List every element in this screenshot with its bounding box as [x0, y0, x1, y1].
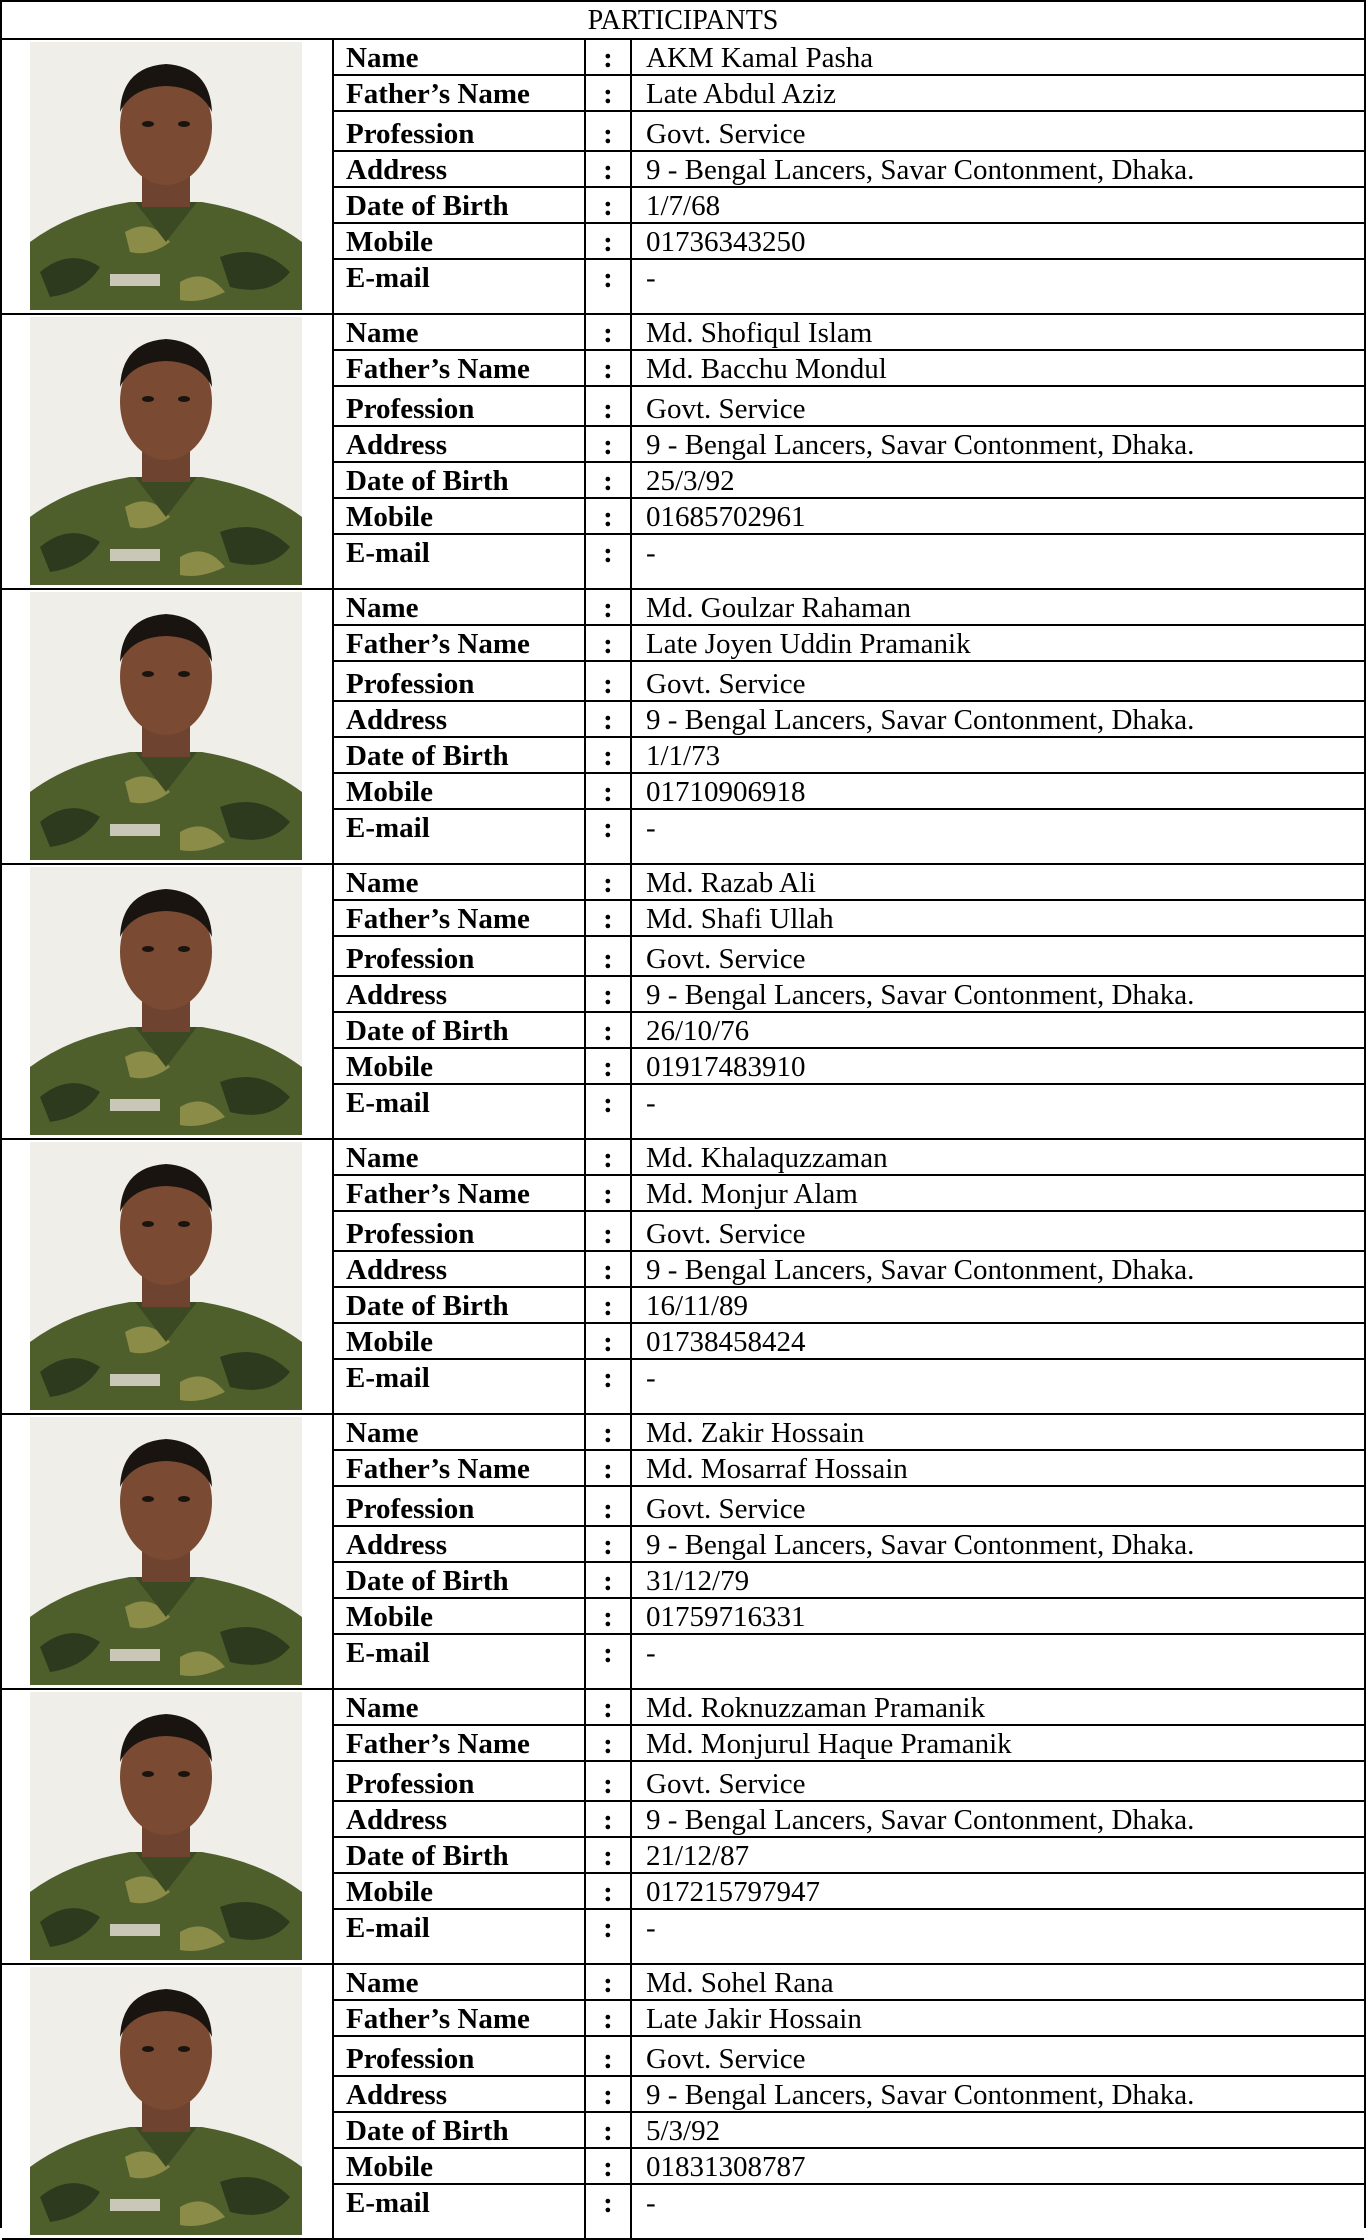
field-value-mobile: 01738458424	[646, 1326, 806, 1358]
field-label-address: Address	[346, 429, 447, 461]
field-row-email	[334, 1910, 1364, 1946]
field-row-name	[334, 315, 1364, 351]
field-colon: :	[603, 2079, 613, 2111]
field-colon: :	[603, 465, 613, 497]
person-photo-icon	[30, 1692, 302, 1960]
field-value-email: -	[646, 1637, 656, 1669]
field-row-name	[334, 865, 1364, 901]
field-row-name	[334, 1415, 1364, 1451]
field-row-email	[334, 810, 1364, 846]
field-value-dob: 1/7/68	[646, 190, 721, 222]
field-label-address: Address	[346, 154, 447, 186]
field-row-father	[334, 901, 1364, 937]
field-row-profession	[334, 391, 1364, 427]
field-row-address	[334, 702, 1364, 738]
field-label-profession: Profession	[346, 2043, 475, 2075]
field-colon: :	[603, 1218, 613, 1250]
row-rule	[334, 110, 1364, 112]
field-value-mobile: 01710906918	[646, 776, 806, 808]
participant-record	[2, 1140, 1364, 1415]
field-value-mobile: 01759716331	[646, 1601, 806, 1633]
field-row-email	[334, 535, 1364, 571]
field-row-dob	[334, 2113, 1364, 2149]
field-colon: :	[603, 154, 613, 186]
field-colon: :	[603, 1768, 613, 1800]
field-label-address: Address	[346, 2079, 447, 2111]
field-row-mobile	[334, 1324, 1364, 1360]
field-row-address	[334, 1252, 1364, 1288]
field-colon: :	[603, 1692, 613, 1724]
field-label-mobile: Mobile	[346, 1876, 433, 1908]
field-row-email	[334, 260, 1364, 296]
field-label-email: E-mail	[346, 262, 430, 294]
person-photo-icon	[30, 867, 302, 1135]
field-colon: :	[603, 1601, 613, 1633]
field-value-address: 9 - Bengal Lancers, Savar Contonment, Dhaka.	[646, 429, 1195, 461]
field-colon: :	[603, 1493, 613, 1525]
field-label-email: E-mail	[346, 1912, 430, 1944]
field-colon: :	[603, 2003, 613, 2035]
field-colon: :	[603, 429, 613, 461]
field-label-name: Name	[346, 42, 419, 74]
field-colon: :	[603, 1840, 613, 1872]
field-value-name: Md. Khalaquzzaman	[646, 1142, 888, 1174]
field-value-address: 9 - Bengal Lancers, Savar Contonment, Dhaka.	[646, 2079, 1195, 2111]
field-row-mobile	[334, 1874, 1364, 1910]
field-colon: :	[603, 867, 613, 899]
field-value-dob: 21/12/87	[646, 1840, 750, 1872]
field-colon: :	[603, 668, 613, 700]
field-row-dob	[334, 1563, 1364, 1599]
row-rule	[334, 2035, 1364, 2037]
field-row-name	[334, 40, 1364, 76]
field-row-dob	[334, 1838, 1364, 1874]
field-label-profession: Profession	[346, 118, 475, 150]
field-colon: :	[603, 740, 613, 772]
field-value-address: 9 - Bengal Lancers, Savar Contonment, Dhaka.	[646, 154, 1195, 186]
field-label-profession: Profession	[346, 668, 475, 700]
participant-record	[2, 1965, 1364, 2240]
row-rule	[334, 1485, 1364, 1487]
field-value-name: Md. Goulzar Rahaman	[646, 592, 911, 624]
field-row-dob	[334, 188, 1364, 224]
field-label-dob: Date of Birth	[346, 1290, 509, 1322]
person-photo-icon	[30, 1142, 302, 1410]
field-colon: :	[603, 776, 613, 808]
field-colon: :	[603, 1912, 613, 1944]
field-colon: :	[603, 393, 613, 425]
field-label-address: Address	[346, 704, 447, 736]
person-photo-icon	[30, 1967, 302, 2235]
field-value-name: AKM Kamal Pasha	[646, 42, 874, 74]
field-label-dob: Date of Birth	[346, 2115, 509, 2147]
field-row-father	[334, 1726, 1364, 1762]
field-value-dob: 16/11/89	[646, 1290, 749, 1322]
field-colon: :	[603, 1326, 613, 1358]
field-label-address: Address	[346, 1804, 447, 1836]
field-label-father: Father’s Name	[346, 1728, 530, 1760]
field-label-email: E-mail	[346, 1637, 430, 1669]
field-label-name: Name	[346, 1692, 419, 1724]
field-value-name: Md. Sohel Rana	[646, 1967, 834, 1999]
field-colon: :	[603, 190, 613, 222]
field-row-email	[334, 2185, 1364, 2221]
field-value-dob: 25/3/92	[646, 465, 735, 497]
field-value-email: -	[646, 2187, 656, 2219]
field-value-address: 9 - Bengal Lancers, Savar Contonment, Dhaka.	[646, 1804, 1195, 1836]
row-rule	[334, 935, 1364, 937]
participant-record	[2, 590, 1364, 865]
field-label-dob: Date of Birth	[346, 190, 509, 222]
field-row-father	[334, 626, 1364, 662]
field-row-profession	[334, 1216, 1364, 1252]
field-value-father: Late Abdul Aziz	[646, 78, 837, 110]
field-colon: :	[603, 1254, 613, 1286]
field-colon: :	[603, 1967, 613, 1999]
field-value-name: Md. Zakir Hossain	[646, 1417, 865, 1449]
field-value-address: 9 - Bengal Lancers, Savar Contonment, Dhaka.	[646, 979, 1195, 1011]
field-value-mobile: 01736343250	[646, 226, 806, 258]
field-colon: :	[603, 2187, 613, 2219]
field-label-email: E-mail	[346, 1087, 430, 1119]
field-value-father: Md. Bacchu Mondul	[646, 353, 887, 385]
field-value-profession: Govt. Service	[646, 1768, 806, 1800]
field-label-profession: Profession	[346, 1493, 475, 1525]
field-colon: :	[603, 226, 613, 258]
field-colon: :	[603, 2115, 613, 2147]
field-row-email	[334, 1635, 1364, 1671]
field-label-dob: Date of Birth	[346, 740, 509, 772]
field-colon: :	[603, 592, 613, 624]
field-value-name: Md. Razab Ali	[646, 867, 816, 899]
field-label-name: Name	[346, 1142, 419, 1174]
field-label-mobile: Mobile	[346, 226, 433, 258]
field-colon: :	[603, 501, 613, 533]
field-label-father: Father’s Name	[346, 1453, 530, 1485]
field-colon: :	[603, 1015, 613, 1047]
field-row-mobile	[334, 1599, 1364, 1635]
field-label-address: Address	[346, 979, 447, 1011]
field-value-mobile: 01685702961	[646, 501, 806, 533]
field-label-name: Name	[346, 867, 419, 899]
field-row-father	[334, 1451, 1364, 1487]
field-value-profession: Govt. Service	[646, 1493, 806, 1525]
field-label-mobile: Mobile	[346, 1601, 433, 1633]
field-colon: :	[603, 78, 613, 110]
participant-record	[2, 40, 1364, 315]
field-value-mobile: 01831308787	[646, 2151, 806, 2183]
field-row-father	[334, 2001, 1364, 2037]
field-label-dob: Date of Birth	[346, 1565, 509, 1597]
field-label-name: Name	[346, 1417, 419, 1449]
field-value-mobile: 01917483910	[646, 1051, 806, 1083]
field-colon: :	[603, 2151, 613, 2183]
field-colon: :	[603, 1178, 613, 1210]
field-value-father: Md. Monjur Alam	[646, 1178, 858, 1210]
participant-record	[2, 865, 1364, 1140]
field-value-mobile: 017215797947	[646, 1876, 820, 1908]
field-colon: :	[603, 353, 613, 385]
field-row-dob	[334, 1013, 1364, 1049]
field-value-father: Late Joyen Uddin Pramanik	[646, 628, 971, 660]
field-colon: :	[603, 1529, 613, 1561]
row-rule	[334, 1210, 1364, 1212]
field-colon: :	[603, 628, 613, 660]
field-row-address	[334, 977, 1364, 1013]
field-value-address: 9 - Bengal Lancers, Savar Contonment, Dhaka.	[646, 704, 1195, 736]
field-row-name	[334, 1965, 1364, 2001]
participant-record	[2, 315, 1364, 590]
field-colon: :	[603, 262, 613, 294]
field-row-name	[334, 1140, 1364, 1176]
field-row-name	[334, 1690, 1364, 1726]
field-label-father: Father’s Name	[346, 903, 530, 935]
field-value-email: -	[646, 1912, 656, 1944]
field-value-father: Md. Monjurul Haque Pramanik	[646, 1728, 1012, 1760]
field-value-email: -	[646, 1362, 656, 1394]
row-rule	[334, 660, 1364, 662]
field-value-profession: Govt. Service	[646, 668, 806, 700]
person-photo-icon	[30, 592, 302, 860]
field-value-profession: Govt. Service	[646, 118, 806, 150]
field-row-dob	[334, 738, 1364, 774]
field-colon: :	[603, 1087, 613, 1119]
field-row-mobile	[334, 774, 1364, 810]
field-value-profession: Govt. Service	[646, 943, 806, 975]
field-colon: :	[603, 812, 613, 844]
field-row-profession	[334, 2041, 1364, 2077]
field-colon: :	[603, 1453, 613, 1485]
field-colon: :	[603, 1565, 613, 1597]
field-row-profession	[334, 1766, 1364, 1802]
field-colon: :	[603, 1051, 613, 1083]
field-label-email: E-mail	[346, 2187, 430, 2219]
field-colon: :	[603, 118, 613, 150]
field-colon: :	[603, 979, 613, 1011]
participant-record	[2, 1690, 1364, 1965]
field-label-name: Name	[346, 317, 419, 349]
field-label-father: Father’s Name	[346, 628, 530, 660]
person-photo-icon	[30, 1417, 302, 1685]
participant-record	[2, 1415, 1364, 1690]
field-label-name: Name	[346, 592, 419, 624]
field-value-address: 9 - Bengal Lancers, Savar Contonment, Dhaka.	[646, 1529, 1195, 1561]
field-value-email: -	[646, 537, 656, 569]
page-title: PARTICIPANTS	[2, 0, 1364, 40]
field-label-mobile: Mobile	[346, 501, 433, 533]
field-row-mobile	[334, 2149, 1364, 2185]
field-label-address: Address	[346, 1254, 447, 1286]
field-label-dob: Date of Birth	[346, 465, 509, 497]
field-label-profession: Profession	[346, 1218, 475, 1250]
field-label-mobile: Mobile	[346, 2151, 433, 2183]
field-value-name: Md. Shofiqul Islam	[646, 317, 873, 349]
person-photo-icon	[30, 42, 302, 310]
field-label-mobile: Mobile	[346, 1051, 433, 1083]
field-row-address	[334, 427, 1364, 463]
field-value-father: Md. Mosarraf Hossain	[646, 1453, 908, 1485]
field-value-dob: 31/12/79	[646, 1565, 750, 1597]
field-value-father: Late Jakir Hossain	[646, 2003, 862, 2035]
field-label-dob: Date of Birth	[346, 1015, 509, 1047]
field-row-profession	[334, 116, 1364, 152]
field-colon: :	[603, 1142, 613, 1174]
field-row-mobile	[334, 224, 1364, 260]
field-row-profession	[334, 1491, 1364, 1527]
field-colon: :	[603, 42, 613, 74]
field-row-profession	[334, 666, 1364, 702]
field-value-dob: 1/1/73	[646, 740, 721, 772]
field-row-address	[334, 152, 1364, 188]
field-label-mobile: Mobile	[346, 1326, 433, 1358]
field-label-email: E-mail	[346, 537, 430, 569]
field-colon: :	[603, 943, 613, 975]
field-label-email: E-mail	[346, 1362, 430, 1394]
field-row-name	[334, 590, 1364, 626]
field-value-email: -	[646, 812, 656, 844]
field-label-father: Father’s Name	[346, 2003, 530, 2035]
field-value-email: -	[646, 262, 656, 294]
field-colon: :	[603, 1417, 613, 1449]
field-row-email	[334, 1085, 1364, 1121]
row-rule	[334, 1760, 1364, 1762]
field-row-email	[334, 1360, 1364, 1396]
field-label-email: E-mail	[346, 812, 430, 844]
field-value-profession: Govt. Service	[646, 2043, 806, 2075]
field-colon: :	[603, 2043, 613, 2075]
field-label-mobile: Mobile	[346, 776, 433, 808]
field-label-father: Father’s Name	[346, 1178, 530, 1210]
field-row-father	[334, 1176, 1364, 1212]
field-label-profession: Profession	[346, 1768, 475, 1800]
row-rule	[334, 385, 1364, 387]
field-row-dob	[334, 1288, 1364, 1324]
field-row-mobile	[334, 499, 1364, 535]
person-photo-icon	[30, 317, 302, 585]
field-label-father: Father’s Name	[346, 78, 530, 110]
field-row-dob	[334, 463, 1364, 499]
field-row-address	[334, 2077, 1364, 2113]
field-colon: :	[603, 1637, 613, 1669]
field-row-mobile	[334, 1049, 1364, 1085]
field-row-address	[334, 1527, 1364, 1563]
field-row-father	[334, 351, 1364, 387]
field-value-dob: 5/3/92	[646, 2115, 721, 2147]
field-colon: :	[603, 317, 613, 349]
field-value-email: -	[646, 1087, 656, 1119]
field-label-profession: Profession	[346, 393, 475, 425]
field-row-address	[334, 1802, 1364, 1838]
field-colon: :	[603, 537, 613, 569]
field-colon: :	[603, 704, 613, 736]
field-label-name: Name	[346, 1967, 419, 1999]
field-label-dob: Date of Birth	[346, 1840, 509, 1872]
field-label-father: Father’s Name	[346, 353, 530, 385]
field-label-profession: Profession	[346, 943, 475, 975]
field-colon: :	[603, 903, 613, 935]
field-value-dob: 26/10/76	[646, 1015, 750, 1047]
field-colon: :	[603, 1804, 613, 1836]
field-value-profession: Govt. Service	[646, 393, 806, 425]
field-colon: :	[603, 1728, 613, 1760]
field-colon: :	[603, 1362, 613, 1394]
field-colon: :	[603, 1290, 613, 1322]
field-value-name: Md. Roknuzzaman Pramanik	[646, 1692, 986, 1724]
field-value-address: 9 - Bengal Lancers, Savar Contonment, Dhaka.	[646, 1254, 1195, 1286]
field-value-profession: Govt. Service	[646, 1218, 806, 1250]
field-row-father	[334, 76, 1364, 112]
field-colon: :	[603, 1876, 613, 1908]
field-row-profession	[334, 941, 1364, 977]
field-value-father: Md. Shafi Ullah	[646, 903, 834, 935]
field-label-address: Address	[346, 1529, 447, 1561]
